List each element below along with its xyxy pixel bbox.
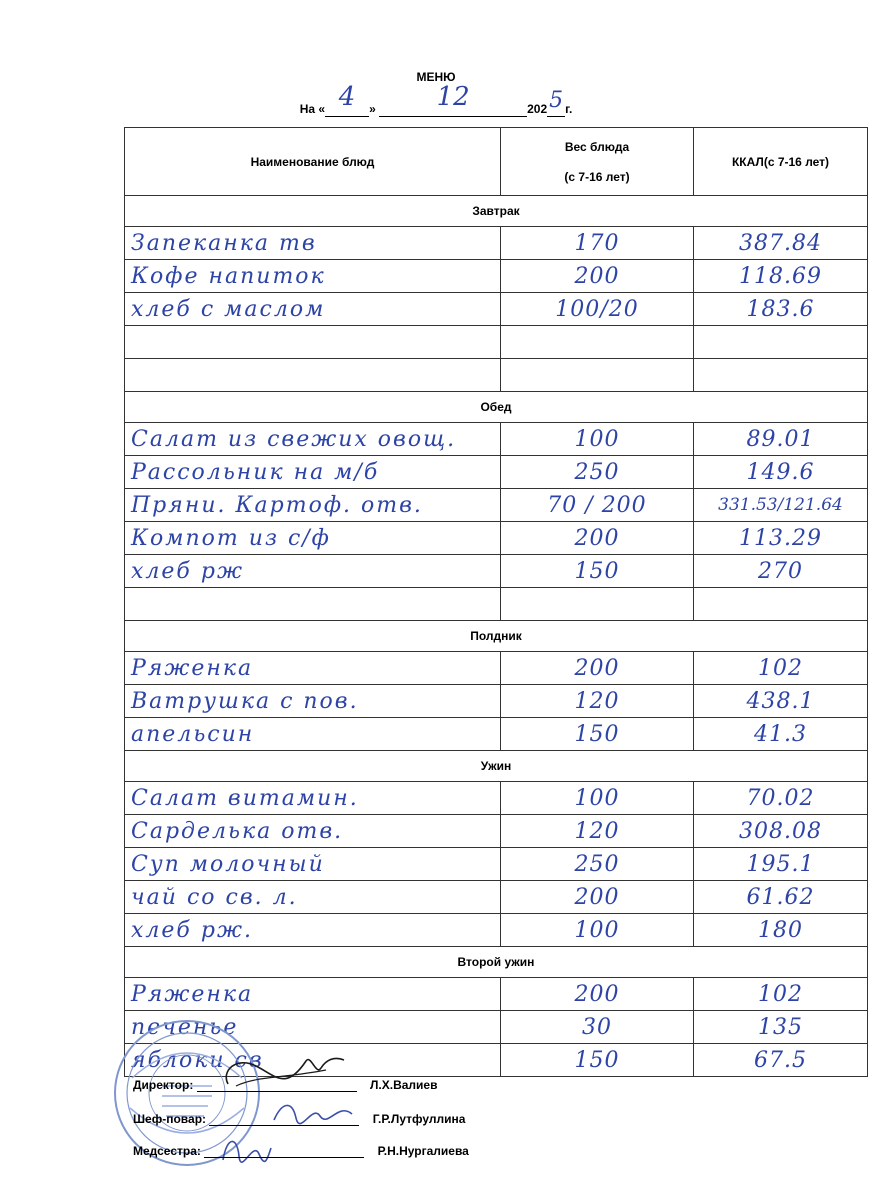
dish-kcal-cell: [694, 652, 868, 685]
dish-name: хлеб рж.: [131, 917, 253, 943]
table-row: [125, 914, 868, 947]
date-prefix: На «: [299, 102, 326, 116]
dish-weight: 150: [574, 558, 620, 584]
dish-weight: 150: [574, 1047, 620, 1073]
dish-name: яблоки св: [131, 1047, 264, 1073]
dish-weight: 170: [574, 230, 620, 256]
dish-weight: 70 / 200: [547, 492, 647, 518]
dish-weight-cell: [501, 260, 694, 293]
dish-name-cell: [125, 848, 501, 881]
dish-weight-cell: [501, 978, 694, 1011]
dish-weight-cell: [501, 588, 694, 621]
dish-kcal-cell: [694, 881, 868, 914]
dish-weight-cell: [501, 456, 694, 489]
dish-weight-cell: [501, 914, 694, 947]
dish-name-cell: [125, 718, 501, 751]
dish-kcal: 89.01: [746, 426, 815, 452]
dish-name-cell: [125, 914, 501, 947]
dish-kcal-cell: [694, 978, 868, 1011]
dish-weight: 100: [574, 426, 620, 452]
dish-weight: 200: [574, 981, 620, 1007]
table-row: [125, 522, 868, 555]
dish-kcal: 149.6: [746, 459, 815, 485]
dish-name: Пряни. Картоф. отв.: [131, 492, 423, 518]
dish-kcal-cell: [694, 456, 868, 489]
signature-director: [133, 1078, 437, 1092]
table-row: [125, 848, 868, 881]
dish-weight-cell: [501, 326, 694, 359]
dish-name-cell: [125, 782, 501, 815]
dish-weight: 200: [574, 525, 620, 551]
dish-name: Ряженка: [131, 655, 254, 681]
dish-kcal-cell: [694, 588, 868, 621]
signature-nurse: [133, 1144, 469, 1158]
dish-weight-cell: [501, 293, 694, 326]
dish-weight-cell: [501, 555, 694, 588]
dish-kcal-cell: [694, 227, 868, 260]
col-header-weight-sub: (с 7-16 лет): [564, 169, 630, 184]
dish-name: печенье: [131, 1014, 239, 1040]
dish-kcal: 331.53/121.64: [718, 495, 843, 515]
dish-kcal-cell: [694, 815, 868, 848]
table-row: [125, 588, 868, 621]
dish-kcal-cell: [694, 1011, 868, 1044]
dish-name-cell: [125, 456, 501, 489]
table-row: [125, 359, 868, 392]
section-row: [125, 196, 868, 227]
dish-kcal: 308.08: [739, 818, 822, 844]
dish-kcal-cell: [694, 782, 868, 815]
table-row: [125, 718, 868, 751]
table-header-row: [125, 128, 868, 196]
table-row: [125, 293, 868, 326]
section-title: Второй ужин: [125, 947, 868, 978]
dish-kcal: 102: [758, 655, 803, 681]
dish-kcal: 438.1: [746, 688, 815, 714]
dish-name: Запеканка тв: [131, 230, 317, 256]
dish-kcal-cell: [694, 848, 868, 881]
month-field: [379, 82, 527, 117]
signature-person: Г.Р.Лутфуллина: [372, 1112, 466, 1126]
dish-weight: 200: [574, 263, 620, 289]
dish-name-cell: [125, 326, 501, 359]
table-row: [125, 782, 868, 815]
dish-weight: 120: [574, 818, 620, 844]
dish-name-cell: [125, 685, 501, 718]
table-row: [125, 978, 868, 1011]
dish-weight-cell: [501, 522, 694, 555]
dish-weight-cell: [501, 423, 694, 456]
dish-kcal: 270: [758, 558, 803, 584]
dish-kcal: 183.6: [746, 296, 815, 322]
section-title: Обед: [125, 392, 868, 423]
signature-chef: [133, 1112, 465, 1126]
year-digit: 5: [549, 88, 564, 113]
dish-weight-cell: [501, 881, 694, 914]
year-suffix: г.: [565, 102, 573, 116]
dish-name-cell: [125, 423, 501, 456]
dish-kcal: 195.1: [746, 851, 815, 877]
dish-name: Суп молочный: [131, 851, 325, 877]
table-row: [125, 489, 868, 522]
table-row: [125, 652, 868, 685]
dish-weight: 30: [582, 1014, 612, 1040]
dish-weight: 250: [574, 851, 620, 877]
dish-name: Салат витамин.: [131, 785, 359, 811]
dish-kcal: 41.3: [754, 721, 807, 747]
dish-name: Кофе напиток: [131, 263, 326, 289]
dish-weight: 100: [574, 917, 620, 943]
dish-weight-cell: [501, 718, 694, 751]
dish-name-cell: [125, 555, 501, 588]
dish-kcal: 180: [758, 917, 803, 943]
table-row: [125, 260, 868, 293]
signature-role: Шеф-повар:: [133, 1112, 207, 1126]
dish-weight: 120: [574, 688, 620, 714]
dish-name-cell: [125, 652, 501, 685]
day-field: [325, 82, 369, 117]
dish-name: Рассольник на м/б: [131, 459, 380, 485]
table-row: [125, 555, 868, 588]
signature-line: [197, 1079, 357, 1092]
dish-kcal: 67.5: [754, 1047, 807, 1073]
year-prefix: 202: [527, 102, 548, 116]
dish-weight: 200: [574, 884, 620, 910]
dish-kcal-cell: [694, 359, 868, 392]
signature-role: Медсестра:: [133, 1144, 201, 1158]
dish-weight-cell: [501, 1044, 694, 1077]
signature-line: [204, 1145, 364, 1158]
dish-weight-cell: [501, 652, 694, 685]
signature-person: Л.Х.Валиев: [370, 1078, 438, 1092]
section-title: Ужин: [125, 751, 868, 782]
dish-kcal: 61.62: [746, 884, 815, 910]
col-header-name: Наименование блюд: [125, 128, 501, 196]
page-title: МЕНЮ: [416, 70, 456, 84]
dish-weight: 100/20: [555, 296, 639, 322]
dish-name-cell: [125, 815, 501, 848]
section-title: Завтрак: [125, 196, 868, 227]
dish-weight: 150: [574, 721, 620, 747]
year-field: [547, 88, 565, 117]
dish-kcal: 113.29: [739, 525, 822, 551]
menu-table: [124, 127, 868, 1077]
dish-name: хлеб с маслом: [131, 296, 326, 322]
day-value: 4: [338, 82, 356, 112]
dish-kcal-cell: [694, 326, 868, 359]
section-row: [125, 947, 868, 978]
section-row: [125, 392, 868, 423]
dish-name-cell: [125, 588, 501, 621]
dish-name-cell: [125, 293, 501, 326]
dish-kcal-cell: [694, 522, 868, 555]
dish-kcal-cell: [694, 685, 868, 718]
dish-name: чай со св. л.: [131, 884, 298, 910]
table-row: [125, 685, 868, 718]
section-row: [125, 751, 868, 782]
dish-kcal: 135: [758, 1014, 803, 1040]
dish-weight-cell: [501, 815, 694, 848]
table-row: [125, 326, 868, 359]
dish-name-cell: [125, 489, 501, 522]
table-row: [125, 815, 868, 848]
section-title: Полдник: [125, 621, 868, 652]
dish-name: апельсин: [131, 721, 255, 747]
dish-name-cell: [125, 978, 501, 1011]
signature-person: Р.Н.Нургалиева: [377, 1144, 469, 1158]
dish-kcal-cell: [694, 423, 868, 456]
dish-name: хлеб рж: [131, 558, 244, 584]
dish-weight: 250: [574, 459, 620, 485]
dish-weight-cell: [501, 1011, 694, 1044]
dish-name-cell: [125, 522, 501, 555]
col-header-kcal: ККАЛ(с 7-16 лет): [694, 128, 868, 196]
dish-name: Салат из свежих овощ.: [131, 426, 457, 452]
dish-weight-cell: [501, 227, 694, 260]
dish-name: Сарделька отв.: [131, 818, 344, 844]
dish-kcal-cell: [694, 489, 868, 522]
dish-kcal-cell: [694, 718, 868, 751]
dish-kcal-cell: [694, 260, 868, 293]
dish-name-cell: [125, 260, 501, 293]
dish-weight: 200: [574, 655, 620, 681]
dish-name: Ватрушка с пов.: [131, 688, 359, 714]
dish-name: Компот из с/ф: [131, 525, 331, 551]
date-mid: »: [369, 102, 376, 116]
dish-kcal-cell: [694, 1044, 868, 1077]
dish-weight-cell: [501, 782, 694, 815]
dish-kcal: 102: [758, 981, 803, 1007]
dish-kcal-cell: [694, 914, 868, 947]
dish-weight-cell: [501, 489, 694, 522]
col-header-weight-label: Вес блюда: [564, 139, 630, 154]
dish-name-cell: [125, 359, 501, 392]
dish-kcal: 387.84: [739, 230, 822, 256]
table-row: [125, 881, 868, 914]
table-row: [125, 456, 868, 489]
signature-role: Директор:: [133, 1078, 194, 1092]
dish-weight-cell: [501, 848, 694, 881]
month-value: 12: [436, 82, 470, 112]
dish-kcal-cell: [694, 293, 868, 326]
dish-weight-cell: [501, 685, 694, 718]
table-row: [125, 227, 868, 260]
dish-name-cell: [125, 881, 501, 914]
section-row: [125, 621, 868, 652]
dish-kcal-cell: [694, 555, 868, 588]
date-line: [0, 82, 872, 117]
dish-kcal: 118.69: [739, 263, 822, 289]
table-row: [125, 423, 868, 456]
signature-line: [209, 1113, 359, 1126]
col-header-weight: [501, 128, 694, 196]
dish-name: Ряженка: [131, 981, 254, 1007]
dish-weight: 100: [574, 785, 620, 811]
dish-weight-cell: [501, 359, 694, 392]
dish-kcal: 70.02: [746, 785, 815, 811]
dish-name-cell: [125, 227, 501, 260]
